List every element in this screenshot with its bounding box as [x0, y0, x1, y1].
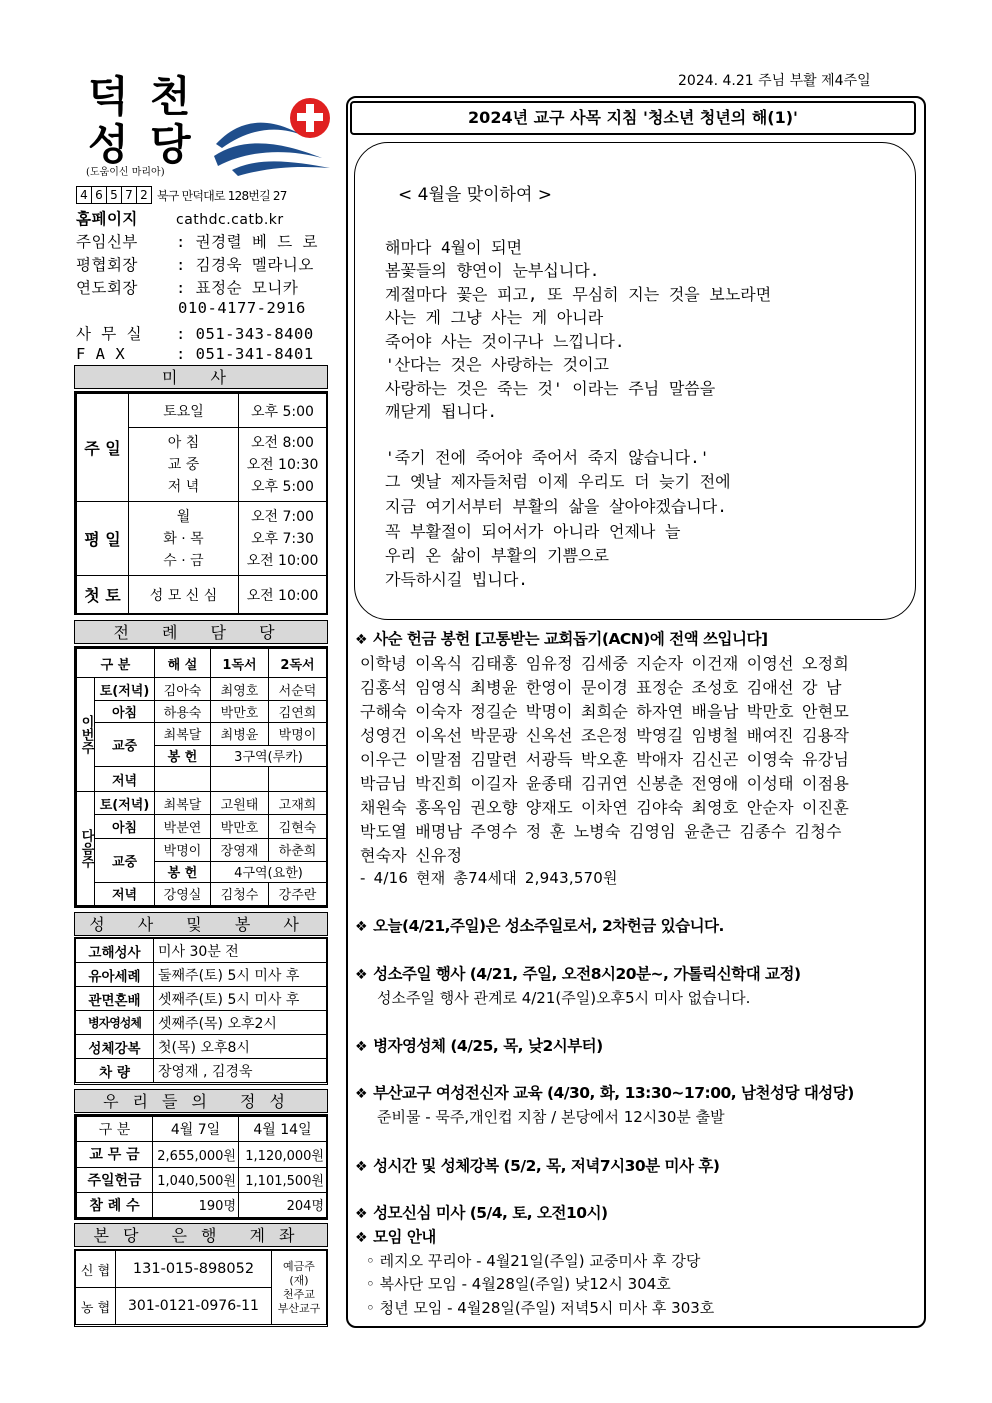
notice-item — [355, 914, 724, 936]
info-label: 주임신부 — [76, 233, 138, 251]
mass-section-title: 미 사 — [74, 365, 328, 389]
poem-title: < 4월을 맞이하여 > — [398, 185, 553, 205]
meeting-line: ◦ 청년 모임 - 4월28일(주일) 저녁5시 미사 후 303호 — [366, 1299, 715, 1317]
liturgy-cell: 하용숙 — [155, 700, 211, 722]
bullet-icon: ❖ — [355, 1039, 368, 1055]
sacrament-label: 고해성사 — [76, 939, 154, 963]
bank-name: 농 협 — [76, 1288, 116, 1325]
offerings-value: 1,040,500원 — [153, 1167, 239, 1192]
sacrament-value: 셋째주(목) 오후2시 — [154, 1011, 327, 1035]
sunday-label: 주 일 — [77, 394, 129, 502]
row-label: 저녁 — [95, 766, 155, 791]
poem-line: 꼭 부활절이 되어서가 아니라 언제나 늘 — [385, 522, 681, 541]
info-value: : 표정순 모니카 — [176, 279, 299, 297]
bank-account: 131-015-898052 — [116, 1251, 272, 1288]
account-holder-line: 예금주 — [283, 1259, 315, 1273]
poem-line: 봄꽃들의 향연이 눈부십니다. — [385, 261, 600, 280]
donor-line: 이우근 이말점 김말련 서광득 박오훈 박애자 김신곤 이영숙 유강님 — [360, 750, 850, 769]
offerings-value: 204명 — [239, 1192, 327, 1217]
notice-detail: 준비물 - 묵주,개인컵 지참 / 본당에서 12시30분 출발 — [377, 1108, 725, 1126]
mass-time: 오후 5:00 — [239, 394, 327, 428]
row-label: 저녁 — [95, 882, 155, 905]
notice-item — [355, 1225, 436, 1247]
liturgy-cell: 박명이 — [269, 722, 327, 745]
offerings-header: 4월 7일 — [153, 1117, 239, 1142]
liturgy-header: 해 설 — [155, 649, 211, 678]
mass-name: 수 · 금 — [163, 552, 204, 569]
liturgy-cell: 강영실 — [155, 882, 211, 905]
notice-item — [355, 1081, 854, 1103]
liturgy-cell — [211, 766, 269, 791]
sacrament-value: 셋째주(토) 5시 미사 후 — [154, 987, 327, 1011]
pastoral-guideline-title: 2024년 교구 사목 지침 '청소년 청년의 해(1)' — [350, 101, 916, 135]
sacraments-section-title: 성 사 및 봉 사 — [74, 912, 328, 936]
liturgy-cell: 장영재 — [211, 838, 269, 861]
donor-line: 김홍석 임영식 최병윤 한영이 문이경 표정순 조성호 김애선 강 남 — [360, 678, 842, 697]
liturgy-cell — [269, 766, 327, 791]
offerings-value: 190명 — [153, 1192, 239, 1217]
zip-digit: 5 — [106, 186, 122, 204]
liturgy-header: 구 분 — [77, 649, 155, 678]
council-row — [76, 253, 314, 275]
sacrament-label: 차 량 — [76, 1059, 154, 1083]
church-name-char: 당 — [150, 120, 191, 169]
yeondo-row — [76, 276, 298, 298]
notice-item — [355, 1201, 608, 1223]
donor-line: 채원숙 홍옥임 권오향 양재도 이차연 김야숙 최영호 안순자 이진훈 — [360, 798, 850, 817]
mass-time: 오전 10:00 — [246, 552, 319, 569]
poem-line: 깨닫게 됩니다. — [385, 402, 498, 421]
offerings-label: 주일헌금 — [77, 1167, 153, 1192]
offerings-label: 교 무 금 — [77, 1142, 153, 1167]
poem-line: 사는 게 그냥 사는 게 아니라 — [385, 308, 604, 327]
zip-digit: 7 — [121, 186, 137, 204]
liturgy-cell: 최복달 — [155, 792, 211, 815]
sacrament-value: 미사 30분 전 — [154, 939, 327, 963]
mass-time: 오후 5:00 — [251, 478, 314, 495]
offerings-header: 4월 14일 — [239, 1117, 327, 1142]
liturgy-cell: 김현숙 — [269, 815, 327, 838]
liturgy-cell: 고재희 — [269, 792, 327, 815]
notice-item — [355, 962, 801, 984]
liturgy-table — [74, 646, 328, 908]
notice-detail: 성소주일 행사 관계로 4/21(주일)오후5시 미사 없습니다. — [377, 989, 751, 1007]
mass-name: 아 침 — [167, 434, 200, 451]
homepage-url[interactable]: cathdc.catb.kr — [176, 212, 284, 228]
mass-time: 오후 7:30 — [251, 530, 314, 547]
liturgy-cell: 강주란 — [269, 882, 327, 905]
date-line: 2024. 4.21 주님 부활 제4주일 — [678, 73, 871, 89]
liturgy-cell: 최영호 — [211, 678, 269, 700]
mass-name: 화 · 목 — [163, 530, 204, 547]
notice-donation — [355, 627, 768, 649]
sacrament-label: 성체강복 — [76, 1035, 154, 1059]
offering-label: 봉 헌 — [155, 861, 211, 882]
notice-title: 모임 안내 — [373, 1228, 436, 1246]
church-subtitle: (도움이신 마리아) — [86, 167, 165, 178]
bank-table — [74, 1249, 328, 1327]
zip-digit: 4 — [76, 186, 92, 204]
notice-title: 사순 헌금 봉헌 [고통받는 교회돕기(ACN)에 전액 쓰입니다] — [373, 630, 768, 648]
poem-line: 사랑하는 것은 죽는 것' 이라는 주님 말씀을 — [385, 379, 716, 398]
account-holder-line: 부산교구 — [277, 1301, 321, 1315]
liturgy-cell: 고원태 — [211, 792, 269, 815]
offerings-label: 참 례 수 — [77, 1192, 153, 1217]
address-line — [76, 186, 287, 204]
church-name-char: 성 — [88, 120, 129, 169]
account-holder-line: 천주교 — [283, 1287, 315, 1301]
sacrament-value: 장영재 , 김경욱 — [154, 1059, 327, 1083]
mass-name: 토요일 — [129, 394, 239, 428]
account-holder-line: (재) — [289, 1273, 309, 1287]
poem-line: '죽기 전에 죽어야 죽어서 죽지 않습니다.' — [385, 448, 710, 467]
poem-line: 계절마다 꽃은 피고, 또 무심히 지는 것을 보노라면 — [385, 285, 772, 304]
donor-line: 현숙자 신유정 — [360, 846, 463, 865]
church-name-char: 덕 — [88, 72, 129, 121]
poem-line: 가득하시길 빕니다. — [385, 570, 528, 589]
info-label: 연도회장 — [76, 279, 138, 297]
info-value: : 권경렬 베 드 로 — [176, 233, 318, 251]
notice-title: 병자영성체 (4/25, 목, 낮2시부터) — [373, 1037, 603, 1055]
liturgy-cell: 박분연 — [155, 815, 211, 838]
offerings-value: 1,101,500원 — [239, 1167, 327, 1192]
offerings-table — [74, 1114, 328, 1220]
liturgy-cell: 서순덕 — [269, 678, 327, 700]
offering-label: 봉 헌 — [155, 745, 211, 766]
sacrament-label: 병자영성체 — [76, 1011, 154, 1035]
bullet-icon: ❖ — [355, 919, 368, 935]
first-sat-label: 첫 토 — [77, 576, 129, 614]
zip-digit: 6 — [91, 186, 107, 204]
notice-title: 오늘(4/21,주일)은 성소주일로서, 2차헌금 있습니다. — [373, 917, 724, 935]
bullet-icon: ❖ — [355, 1230, 368, 1246]
liturgy-header: 2독서 — [269, 649, 327, 678]
row-label: 아침 — [95, 700, 155, 722]
mass-time: 오전 10:00 — [239, 576, 327, 614]
notice-title: 부산교구 여성전신자 교육 (4/30, 화, 13:30~17:00, 남천성당 대성당) — [373, 1084, 854, 1102]
poem-line: 지금 여기서부터 부활의 삶을 살아야겠습니다. — [385, 497, 727, 516]
donor-line: 박도열 배명남 주영수 정 훈 노병숙 김영임 윤춘근 김종수 김청수 — [360, 822, 842, 841]
notice-title: 성모신심 미사 (5/4, 토, 오전10시) — [373, 1204, 608, 1222]
info-label: 사 무 실 — [76, 325, 143, 343]
mass-time: 오전 8:00 — [251, 434, 314, 451]
poem-line: '산다는 것은 사랑하는 것이고 — [385, 355, 610, 374]
donation-total: - 4/16 현재 총74세대 2,943,570원 — [360, 869, 618, 887]
sacraments-table — [74, 937, 328, 1085]
yeondo-phone: 010-4177-2916 — [178, 299, 306, 317]
row-label: 교중 — [95, 722, 155, 766]
offerings-value: 2,655,000원 — [153, 1142, 239, 1167]
notice-title: 성소주일 행사 (4/21, 주일, 오전8시20분~, 가톨릭신학대 교정) — [373, 965, 801, 983]
bullet-icon: ❖ — [355, 1086, 368, 1102]
poem-line: 그 옛날 제자들처럼 이제 우리도 더 늦기 전에 — [385, 472, 731, 491]
row-label: 교중 — [95, 838, 155, 882]
offerings-section-title: 우리들의 정성 — [74, 1089, 328, 1113]
bank-name: 신 협 — [76, 1251, 116, 1288]
bullet-icon: ❖ — [355, 967, 368, 983]
offerings-header: 구 분 — [77, 1117, 153, 1142]
poem-line: 우리 온 삶이 부활의 기쁨으로 — [385, 546, 610, 565]
liturgy-cell: 김연희 — [269, 700, 327, 722]
row-label: 토(저녁) — [95, 678, 155, 700]
bullet-icon: ❖ — [355, 1206, 368, 1222]
meeting-line: ◦ 복사단 모임 - 4월28일(주일) 낮12시 304호 — [366, 1275, 671, 1293]
mass-name: 성 모 신 심 — [129, 576, 239, 614]
bank-account: 301-0121-0976-11 — [116, 1288, 272, 1325]
meeting-line: ◦ 레지오 꾸리아 - 4월21일(주일) 교중미사 후 강당 — [366, 1252, 701, 1270]
sacrament-label: 관면혼배 — [76, 987, 154, 1011]
sacrament-value: 둘째주(토) 5시 미사 후 — [154, 963, 327, 987]
church-logo — [212, 96, 334, 178]
offering-group: 4구역(요한) — [211, 861, 327, 882]
info-label: F A X — [76, 345, 126, 363]
this-week-label: 이번주 — [77, 678, 95, 792]
sacrament-value: 첫(목) 오후8시 — [154, 1035, 327, 1059]
bullet-icon: ❖ — [355, 1159, 368, 1175]
notice-item — [355, 1154, 719, 1176]
weekday-label: 평 일 — [77, 502, 129, 576]
notice-title: 성시간 및 성체강복 (5/2, 목, 저녁7시30분 미사 후) — [373, 1157, 720, 1175]
zip-digit: 2 — [136, 186, 152, 204]
bank-section-title: 본당 은행 계좌 — [74, 1223, 328, 1247]
offering-group: 3구역(루카) — [211, 745, 327, 766]
bullet-icon: ❖ — [355, 632, 368, 648]
row-label: 토(저녁) — [95, 792, 155, 815]
liturgy-header: 1독서 — [211, 649, 269, 678]
liturgy-cell: 김아숙 — [155, 678, 211, 700]
mass-time: 오전 10:30 — [246, 456, 319, 473]
donor-line: 이학녕 이옥식 김태홍 임유정 김세중 지순자 이건재 이영선 오정희 — [360, 654, 850, 673]
info-value: : 051-343-8400 — [176, 325, 314, 343]
mass-name: 월 — [176, 508, 191, 525]
liturgy-cell: 하춘희 — [269, 838, 327, 861]
liturgy-cell: 박만호 — [211, 815, 269, 838]
info-value: : 김경욱 멜라니오 — [176, 256, 314, 274]
mass-time: 오전 7:00 — [251, 508, 314, 525]
donor-line: 박금님 박진희 이길자 윤종태 김귀연 신봉춘 전영애 이성태 이점용 — [360, 774, 850, 793]
liturgy-cell: 김청수 — [211, 882, 269, 905]
poem-line: 죽어야 사는 것이구나 느낍니다. — [385, 332, 625, 351]
mass-name: 교 중 — [167, 456, 200, 473]
info-label: 홈페이지 — [76, 210, 138, 228]
row-label: 아침 — [95, 815, 155, 838]
next-week-label: 다음주 — [77, 792, 95, 906]
fax-row — [76, 345, 314, 363]
liturgy-cell: 박만호 — [211, 700, 269, 722]
donor-line: 성영건 이옥선 박문광 신옥선 조은정 박영길 임병철 배여진 김용작 — [360, 726, 850, 745]
offerings-value: 1,120,000원 — [239, 1142, 327, 1167]
mass-table — [74, 391, 328, 615]
poem-line: 해마다 4월이 되면 — [385, 238, 523, 257]
donor-line: 구해숙 이숙자 정길순 박명이 최희순 하자연 배을남 박만호 안현모 — [360, 702, 850, 721]
church-name-char: 천 — [150, 72, 191, 121]
notice-item — [355, 1034, 603, 1056]
liturgy-cell: 박명이 — [155, 838, 211, 861]
liturgy-cell — [155, 766, 211, 791]
office-row — [76, 322, 314, 344]
liturgy-cell: 최복달 — [155, 722, 211, 745]
liturgy-cell: 최병윤 — [211, 722, 269, 745]
info-value: : 051-341-8401 — [176, 345, 314, 363]
homepage-row — [76, 207, 284, 229]
liturgy-section-title: 전 례 담 당 — [74, 620, 328, 644]
pastor-row — [76, 230, 318, 252]
address: 북구 만덕대로 128번길 27 — [157, 188, 287, 203]
mass-name: 저 녁 — [167, 478, 200, 495]
info-label: 평협회장 — [76, 256, 138, 274]
sacrament-label: 유아세례 — [76, 963, 154, 987]
